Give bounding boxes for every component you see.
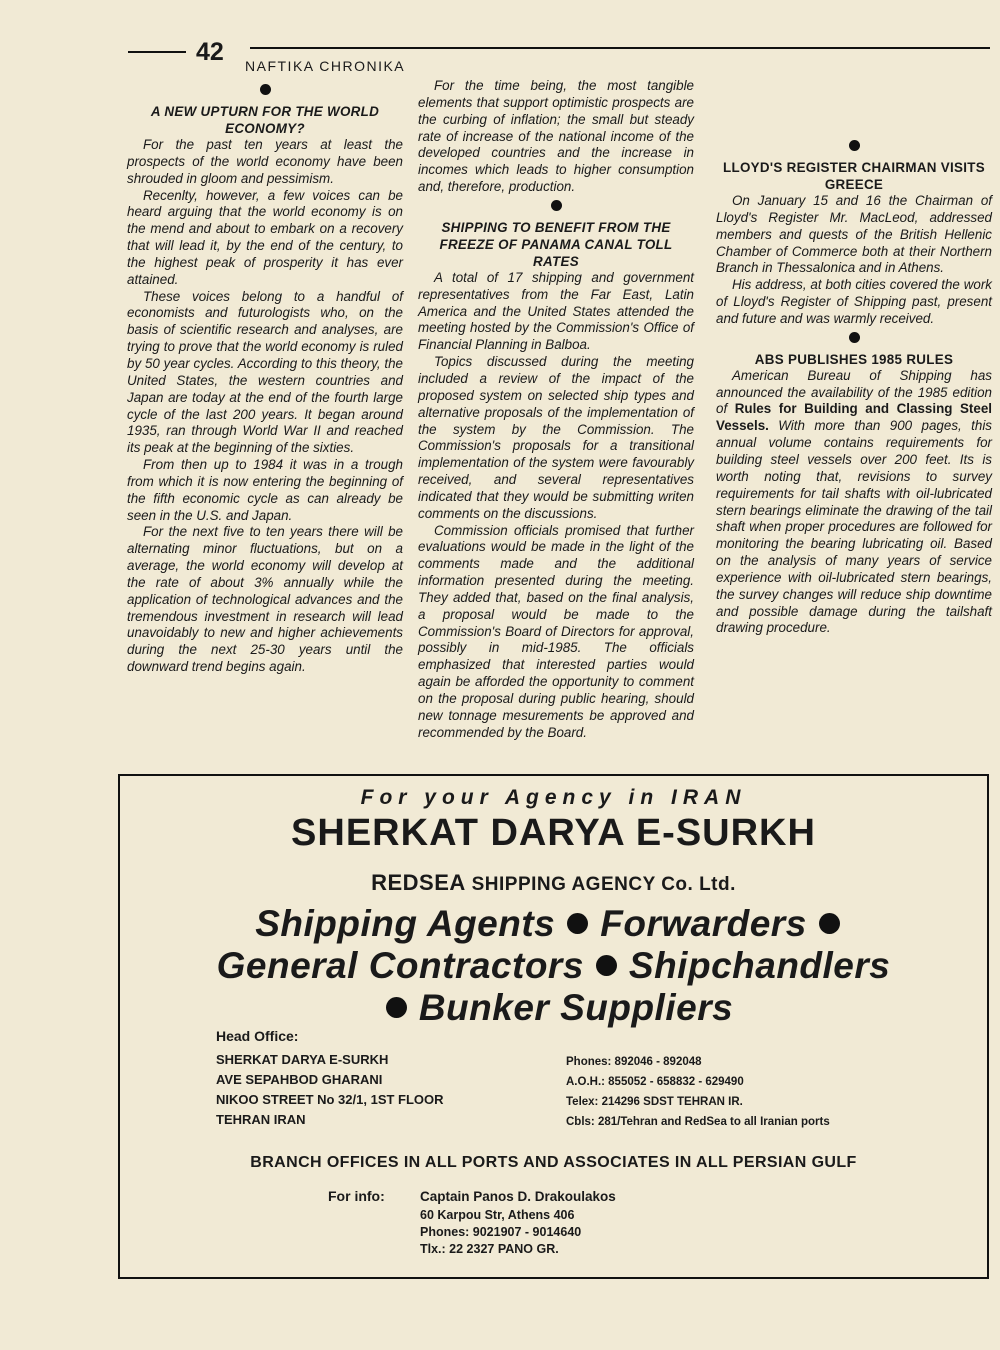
address-line: AVE SEPAHBOD GHARANI (216, 1072, 383, 1087)
service-item: Forwarders (600, 903, 807, 944)
paragraph: From then up to 1984 it was in a trough from which it is now entering the beginning of the fifth economic cycle as can already be seen in the U.S. and Japan. (127, 457, 403, 523)
contact-line: A.O.H.: 855052 - 658832 - 629490 (566, 1076, 744, 1088)
bullet-icon (849, 140, 860, 151)
service-item: General Contractors (216, 945, 584, 986)
ad-services-row-2 (120, 944, 987, 988)
paragraph (716, 368, 992, 638)
paragraph: For the next five to ten years there will be alternating minor fluctuations, but on a average, the world economy will develop at the rate of about 3% annually while the application of technological advances and the tremendous investment in research will lead unavoidably to new and higher achievements during the next 25-30 years until the downward trend begins again. (127, 524, 403, 675)
bullet-icon (819, 913, 840, 934)
paragraph: On January 15 and 16 the Chairman of Lloyd's Register Mr. MacLeod, addressed members and quests of the British Hellenic Chamber of Commerce both at their Northern Branch in Thessalonica and in Athens. (716, 193, 992, 276)
info-label: For info: (328, 1188, 385, 1204)
ad-services-row-1 (120, 902, 987, 946)
info-line: Tlx.: 22 2327 PANO GR. (420, 1242, 559, 1256)
column-1 (127, 80, 403, 676)
ad-subtitle-rest: SHIPPING AGENCY Co. Ltd. (471, 874, 736, 895)
article-title-abs: ABS PUBLISHES 1985 RULES (754, 351, 954, 367)
paragraph: A total of 17 shipping and government representatives from the Far East, Latin America and the United States attended the meeting hosted by the Commission's Office of Financial Planning in Balboa. (418, 269, 694, 353)
contact-line: Telex: 214296 SDST TEHRAN IR. (566, 1096, 743, 1108)
bullet-icon (260, 84, 271, 95)
header-rule-left (128, 51, 186, 53)
address-line: TEHRAN IRAN (216, 1112, 306, 1127)
head-office-label: Head Office: (216, 1028, 299, 1044)
bullet-icon (386, 997, 407, 1018)
paragraph: These voices belong to a handful of economists and futurologists who, on the basis of scientific research and analyses, are trying to prove that the world economy is ruled by 50 year cycles. According to this theory, the United States, the western countries and Japan are today at the end of the fourth large cycle of the last 200 years. It began around 1935, ran through World War II and reached its peak at the beginning of the sixties. (127, 288, 403, 456)
paragraph: Topics discussed during the meeting included a review of the impact of the proposed system on selected ship types and alternative proposals of the implementation of the system by the Commission. The Commission's proposals for a transitional implementation of the system were favourably received, and several representatives indicated that they would be submitting writen comments on the discussions. (418, 354, 694, 521)
paragraph: Recenlty, however, a few voices can be heard arguing that the world economy is on the mend and about to embark on a recovery that will lead it, by the end of the century, to the highest peak of prosperity it has ever attained. (127, 187, 403, 287)
ad-services-row-3 (120, 986, 987, 1030)
head-office-address (216, 1026, 444, 1130)
page-number: 42 (196, 38, 224, 66)
contact-line: Cbls: 281/Tehran and RedSea to all Iranian ports (566, 1116, 830, 1128)
ad-tagline: For your Agency in IRAN (360, 786, 747, 809)
bullet-icon (567, 913, 588, 934)
bullet-icon (596, 955, 617, 976)
abs-text-end: With more than 900 pages, this annual volume contains requirements for building steel vessels over 200 feet. Its is worth noting that, revisions to survey requirements for tail shafts with oil-lubricated stern bearings eliminate the drawing of the tail shaft when proper procedures are followed for monitoring the bearing lubricating oil. Based on the analysis of many years of service experience with oil-lubricated stern bearings, the survey changes will reduce ship downtime and possible damage during the tailshaft drawing procedure. (716, 418, 992, 636)
info-name: Captain Panos D. Drakoulakos (420, 1189, 616, 1204)
abs-book-title: Rules for Building and Classing Steel Vessels. (716, 401, 993, 434)
ad-subtitle-main: REDSEA (371, 870, 465, 895)
address-line: SHERKAT DARYA E-SURKH (216, 1052, 389, 1067)
info-line: Phones: 9021907 - 9014640 (420, 1225, 582, 1239)
ad-company-name: SHERKAT DARYA E-SURKH (291, 812, 816, 854)
service-item: Shipchandlers (628, 945, 891, 986)
info-contact (420, 1188, 616, 1258)
paragraph: For the past ten years at least the prospects of the world economy have been shrouded in gloom and pessimism. (127, 137, 403, 186)
article-title-lloyds: LLOYD'S REGISTER CHAIRMAN VISITS GREECE (722, 160, 985, 192)
service-item: Bunker Suppliers (418, 987, 734, 1028)
branch-offices-line: BRANCH OFFICES IN ALL PORTS AND ASSOCIATES IN ALL PERSIAN GULF (250, 1154, 857, 1171)
ad-subtitle (120, 870, 987, 896)
advertisement-box (118, 774, 989, 1279)
abs-text-start: American Bureau of Shipping has announced the availability of the 1985 edition of (716, 367, 992, 417)
info-line: 60 Karpou Str, Athens 406 (420, 1208, 575, 1222)
article-title-panama: SHIPPING TO BENEFIT FROM THE FREEZE OF PANAMA CANAL TOLL RATES (439, 219, 673, 269)
bullet-icon (551, 200, 562, 211)
paragraph: Commission officials promised that further evaluations would be made in the light of the comments made and the additional information presented during the meeting. They added that, based on the final analysis, a proposal would be made to the Commission's Board of Directors for approval, possibly in mid-1985. The officials emphasized that interested parties would again be afforded the opportunity to comment on the proposal during public hearing, should new tonnage mesurements be approved and recommended by the Board. (418, 522, 694, 740)
paragraph: For the time being, the most tangible elements that support optimistic prospects are the curbing of inflation; the small but steady rate of increase of the national income of the developed countries and the increase in incomes which leads to higher consumption and, therefore, production. (418, 78, 694, 195)
contact-details (566, 1052, 830, 1132)
column-2 (418, 78, 694, 742)
address-line: NIKOO STREET No 32/1, 1ST FLOOR (216, 1092, 444, 1107)
paragraph: His address, at both cities covered the work of Lloyd's Register of Shipping past, present and future and was warmly received. (716, 277, 992, 326)
column-3 (716, 78, 992, 637)
contact-line: Phones: 892046 - 892048 (566, 1056, 702, 1068)
article-title-upturn: A NEW UPTURN FOR THE WORLD ECONOMY? (150, 104, 380, 136)
journal-title: NAFTIKA CHRONIKA (245, 58, 406, 74)
header-rule-right (250, 47, 990, 49)
bullet-icon (849, 332, 860, 343)
service-item: Shipping Agents (255, 903, 556, 944)
